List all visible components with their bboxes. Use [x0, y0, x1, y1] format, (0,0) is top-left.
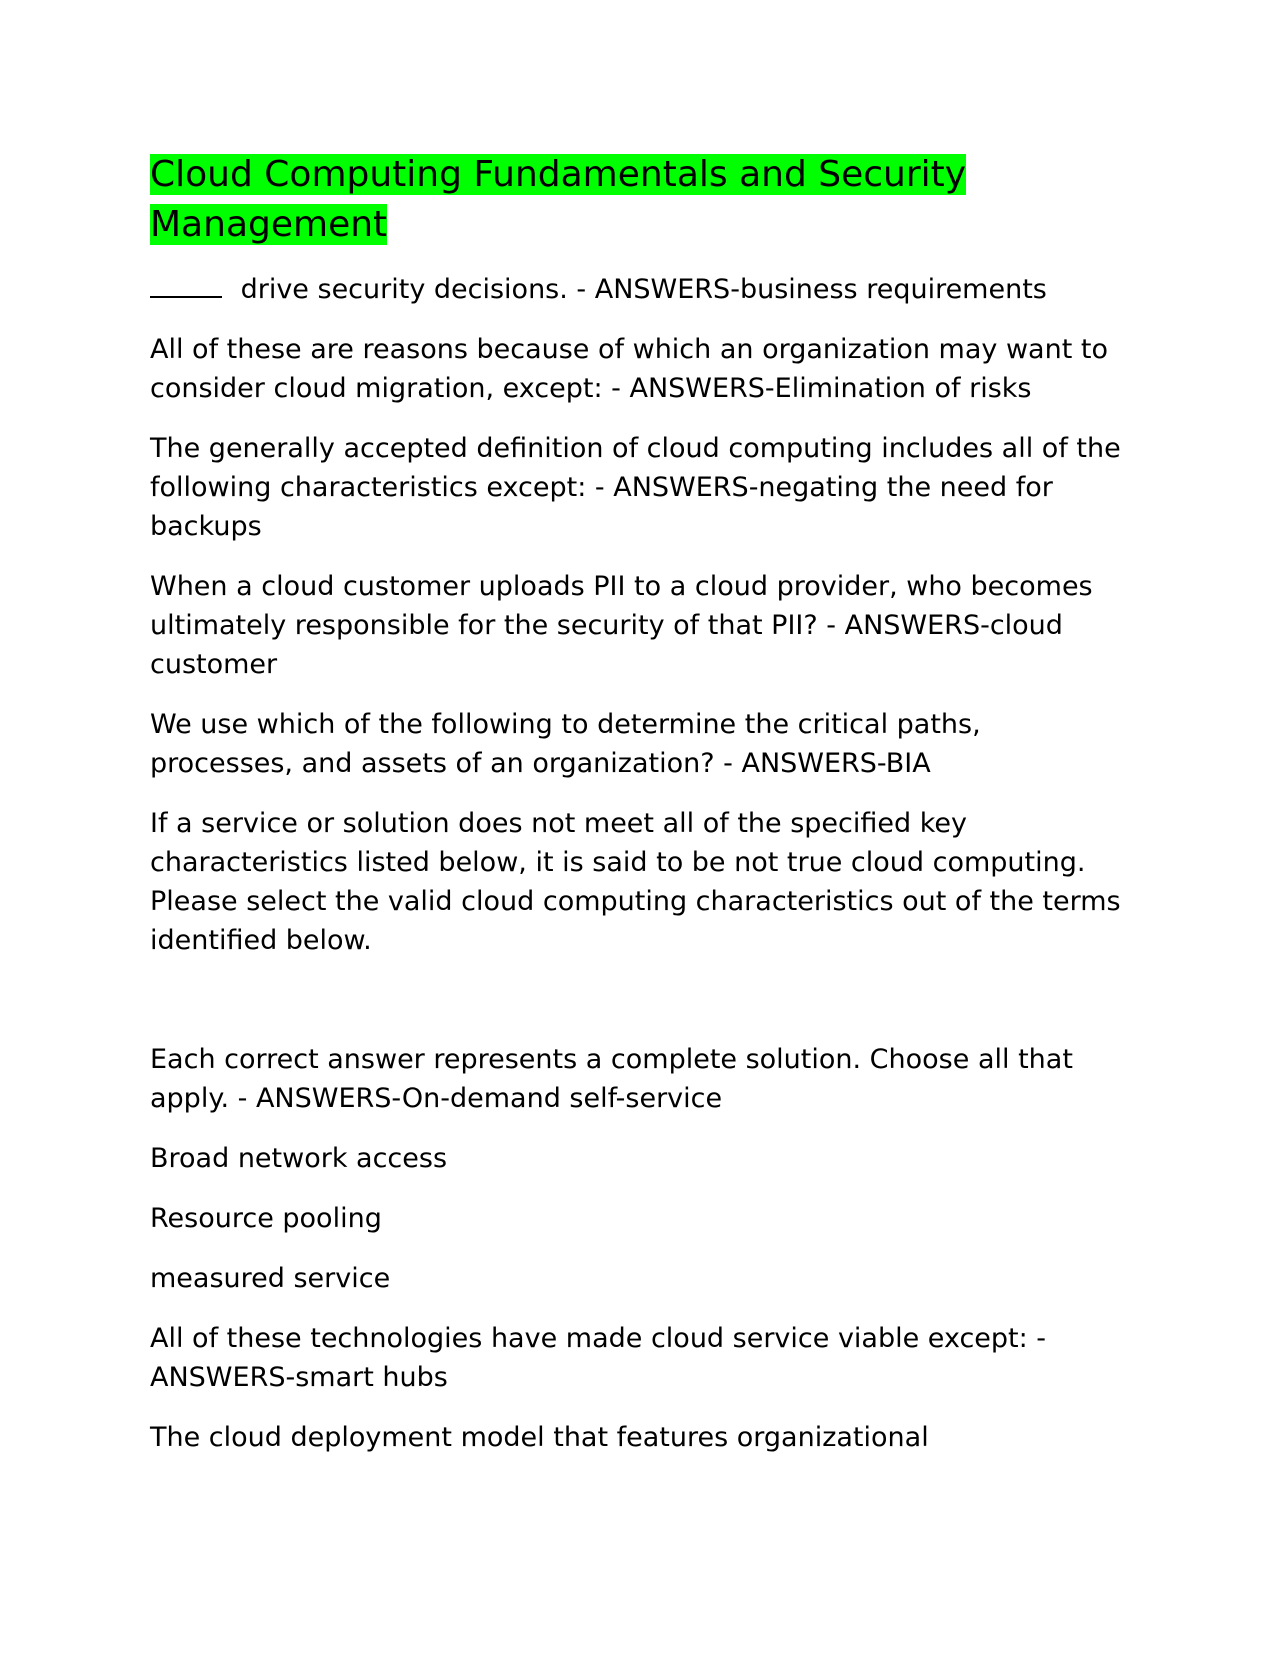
answer-item: Broad network access [150, 1143, 448, 1174]
qa-item [150, 270, 1130, 309]
document-page [150, 150, 1130, 1478]
qa-item: All of these technologies have made cloud service viable except: - ANSWERS-smart hubs [150, 1323, 1047, 1393]
qa-item: Each correct answer represents a complete solution. Choose all that apply. - ANSWERS-On-demand self-service [150, 1044, 1073, 1114]
document-title-highlight: Cloud Computing Fundamentals and Security Management [150, 154, 967, 245]
qa-text: drive security decisions. - ANSWERS-business requirements [232, 274, 1047, 305]
answer-item: Resource pooling [150, 1203, 382, 1234]
fill-in-blank [150, 272, 222, 298]
answer-item: measured service [150, 1263, 391, 1294]
qa-item: The cloud deployment model that features organizational [150, 1422, 929, 1453]
qa-item: If a service or solution does not meet all of the specified key characteristics listed below, it is said to be not true cloud computing. Please select the valid cloud computing characteristics out of the terms identified below. [150, 808, 1121, 956]
qa-item: All of these are reasons because of which an organization may want to consider cloud migration, except: - ANSWERS-Elimination of risks [150, 334, 1108, 404]
document-title [150, 150, 1130, 250]
qa-item: We use which of the following to determine the critical paths, processes, and assets of an organization? - ANSWERS-BIA [150, 709, 981, 779]
qa-item: The generally accepted definition of cloud computing includes all of the following characteristics except: - ANSWERS-negating the need for backups [150, 433, 1121, 542]
qa-item: When a cloud customer uploads PII to a cloud provider, who becomes ultimately responsible for the security of that PII? - ANSWERS-cloud customer [150, 571, 1093, 680]
